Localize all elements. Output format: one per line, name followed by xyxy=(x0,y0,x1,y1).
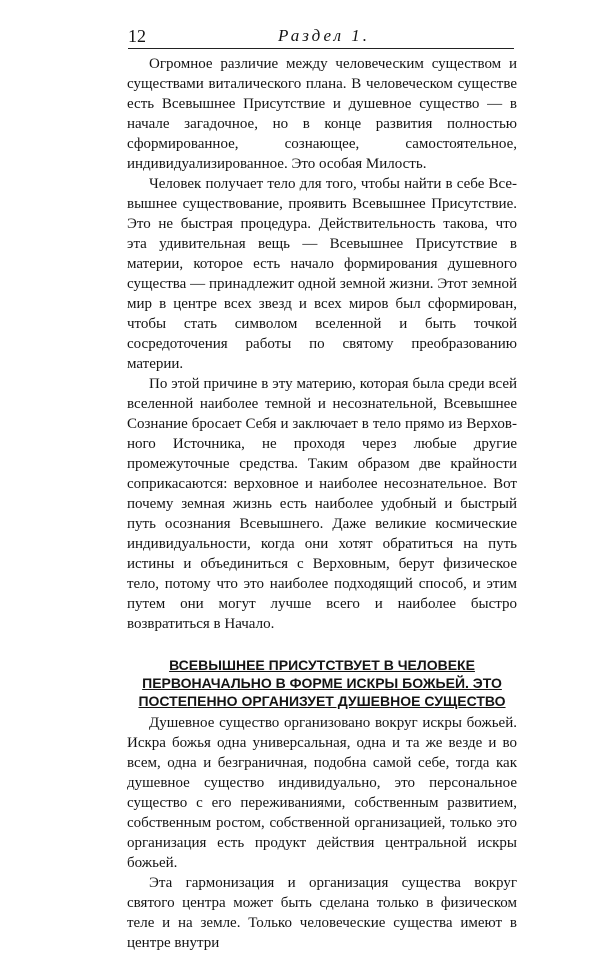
body-text xyxy=(127,54,517,953)
paragraph: Огромное различие между человеческим существом и существами виталического плана. В человеческом существе есть Всевышнее Присутствие и душевное существо — в начале загадочное, но в конце развития полностью сформированное, сознающее, самостоятельное, индивидуализированное. Это особая Милость. xyxy=(127,56,517,172)
paragraph: По этой причине в эту материю, которая была среди всей вселенной наиболее темной и несознательной, Всевышнее Сознание бросает Себя и заключает в тело прямо из Верховного Источника, не проходя через любые другие промежуточные средства. Таким образом две крайности соприкасаются: верховное и наиболее несознательное. Вот почему земная жизнь есть наиболее удобный и быстрый путь осознания Всевышнего. Даже великие космические индивидуальности, когда они хотят обратиться на путь истины и объединиться с Верховным, берут физическое тело, потому что это наиболее подходящий способ, и этим путем они могут лучше всего и наиболее быстро возвратиться в Начало. xyxy=(127,376,517,632)
subheading-line: ПЕРВОНАЧАЛЬНО В ФОРМЕ ИСКРЫ БОЖЬЕЙ. ЭТО xyxy=(142,675,502,691)
subheading-line: ПОСТЕПЕННО ОРГАНИЗУЕТ ДУШЕВНОЕ СУЩЕСТВО xyxy=(138,693,506,709)
paragraph: Душевное существо организовано вокруг искры божьей. Искра божья одна универсальная, одна и та же везде и во всем, одна и безграничная, подобна самой себе, тогда как душевное существо индивидуально, это персональное существо с его переживаниями, собственным развитием, собственным ростом, собственной организацией, только это организация есть продукт действия центральной искры божьей. xyxy=(127,715,517,871)
page-number: 12 xyxy=(128,26,146,46)
subheading-line: ВСЕВЫШНЕЕ ПРИСУТСТВУЕТ В ЧЕЛОВЕКЕ xyxy=(169,657,475,673)
running-header xyxy=(128,26,514,49)
paragraph: Человек получает тело для того, чтобы найти в себе Всевышнее существование, проявить Всевышнее Присутствие. Это не быстрая процедура. Действительность такова, что эта удивительная вещь — Всевышнее Присутствие в материи, которое есть начало формирования душевного существа — принадлежит одной земной жизни. Этот земной мир в центре всех звезд и всех миров был сформирован, чтобы стать символом вселенной и быть точкой сосредоточения работы по святому преобразованию материи. xyxy=(127,176,517,372)
section-title: Раздел 1. xyxy=(278,26,370,45)
paragraph: Эта гармонизация и организация существа вокруг святого центра может быть сделана только в физическом теле и на земле. Только человеческие существа имеют в центре внутри xyxy=(127,875,517,951)
subheading xyxy=(127,656,517,710)
